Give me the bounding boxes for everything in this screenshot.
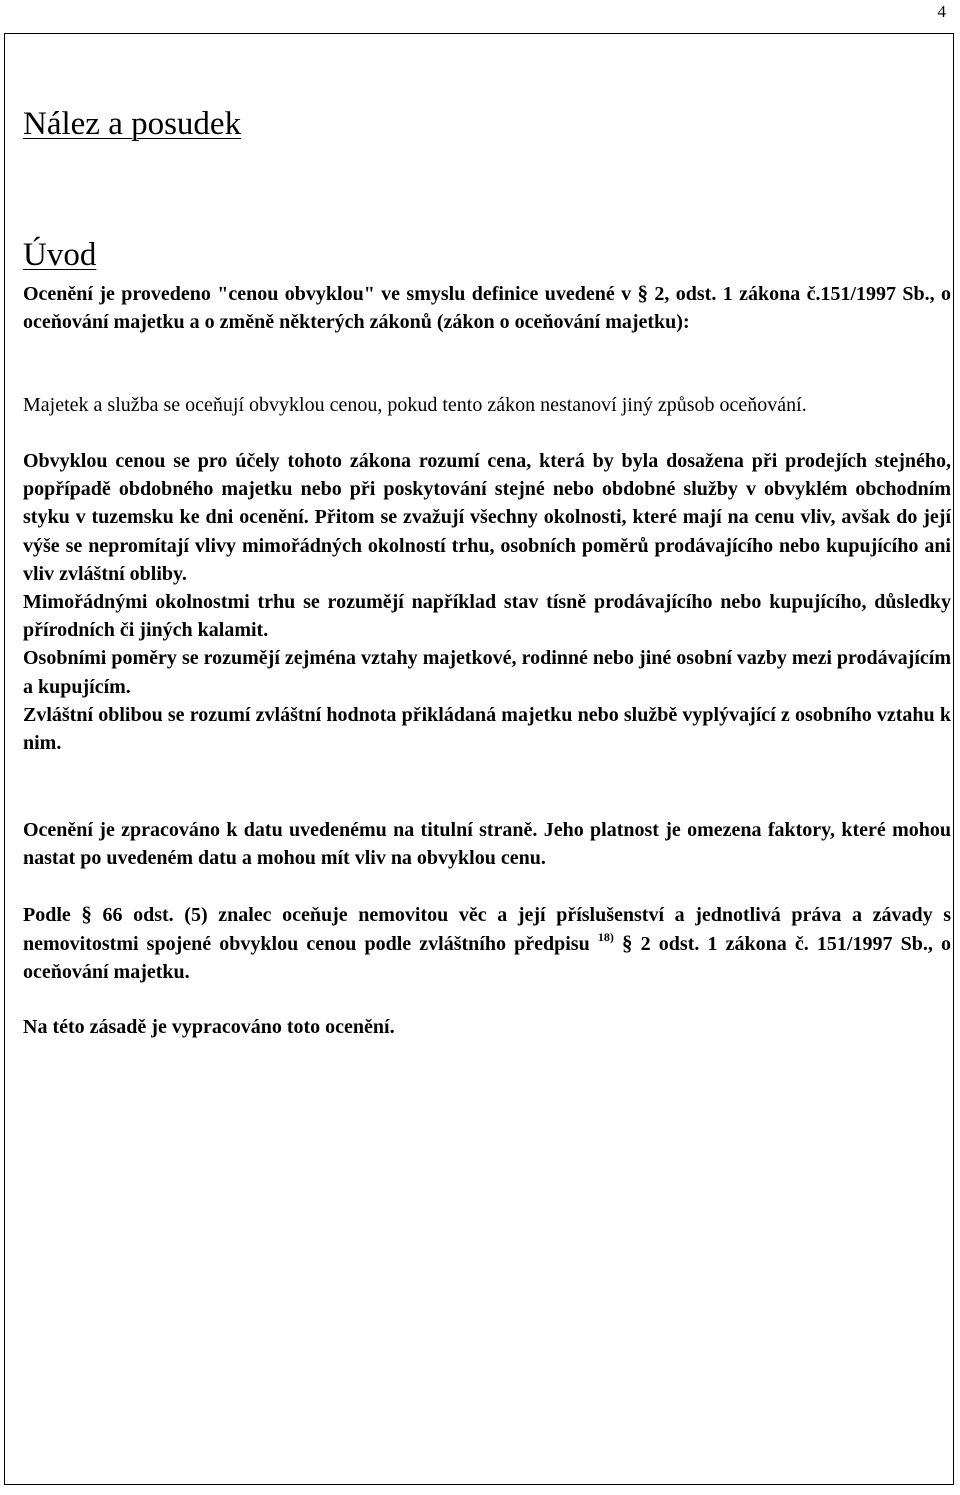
intro-paragraph xyxy=(23,279,951,336)
validity-paragraph: Ocenění je zpracováno k datu uvedenému na titulní straně. Jeho platnost je omezena faktory, které mohou nastat po uvedeném datu a mohou mít vliv na obvyklou cenu. xyxy=(23,819,951,870)
section-heading-uvod: Úvod xyxy=(23,237,97,273)
legal-text-3 xyxy=(614,933,622,955)
closing-paragraph: Na této zásadě je vypracováno toto ocenění. xyxy=(23,1016,395,1038)
definition-paragraph-1: Majetek a služba se oceňují obvyklou cenou, pokud tento zákon nestanoví jiný způsob oceňování. xyxy=(23,394,807,416)
footnote-reference: 18) xyxy=(597,930,614,945)
definition-block xyxy=(23,447,951,757)
definition-paragraph-3: Mimořádnými okolnostmi trhu se rozumějí například stav tísně prodávajícího nebo kupujícího, důsledky přírodních či jiných kalamit. xyxy=(23,591,951,642)
document-title: Nález a posudek xyxy=(23,106,242,142)
legal-basis-paragraph xyxy=(23,900,951,987)
intro-text-1: Ocenění je provedeno "cenou obvyklou" ve smyslu definice uvedené v xyxy=(23,283,638,305)
definition-paragraph-4: Osobními poměry se rozumějí zejména vztahy majetkové, rodinné nebo jiné osobní vazby mezi prodávajícím a kupujícím. xyxy=(23,647,951,698)
legal-text-2: 66 odst. (5) znalec oceňuje nemovitou věc a její příslušenství a jednotlivá práva a závady s nemovitostmi spojené obvyklou cenou podle zvláštního předpisu xyxy=(23,904,951,956)
legal-text-1: Podle xyxy=(23,904,82,926)
definition-paragraph-2: Obvyklou cenou se pro účely tohoto zákona rozumí cena, která by byla dosažena při prodejích stejného, popřípadě obdobného majetku nebo při poskytování stejné nebo obdobné služby v obvyklém obchodním styku v tuzemsku ke dni ocenění. Přitom se zvažují všechny okolnosti, které mají na cenu vliv, avšak do její výše se nepromítají vlivy mimořádných okolností trhu, osobních poměrů prodávajícího nebo kupujícího ani vliv zvláštní obliby. xyxy=(23,450,951,585)
section-sign: § xyxy=(622,931,633,956)
page-frame xyxy=(4,33,954,1485)
definition-paragraph-5: Zvláštní oblibou se rozumí zvláštní hodnota přikládaná majetku nebo službě vyplývající z osobního vztahu k nim. xyxy=(23,703,951,755)
section-sign: § xyxy=(637,281,648,305)
page-number: 4 xyxy=(937,2,946,21)
intro-text-2: 2, odst. 1 zákona č.151/1997 Sb., o oceňování majetku a o změně některých zákonů (zákon o oceňování majetku): xyxy=(23,283,952,334)
section-sign: § xyxy=(81,902,92,926)
legal-text-4: 2 odst. 1 zákona č. 151/1997 Sb., o oceňování majetku. xyxy=(23,933,952,984)
